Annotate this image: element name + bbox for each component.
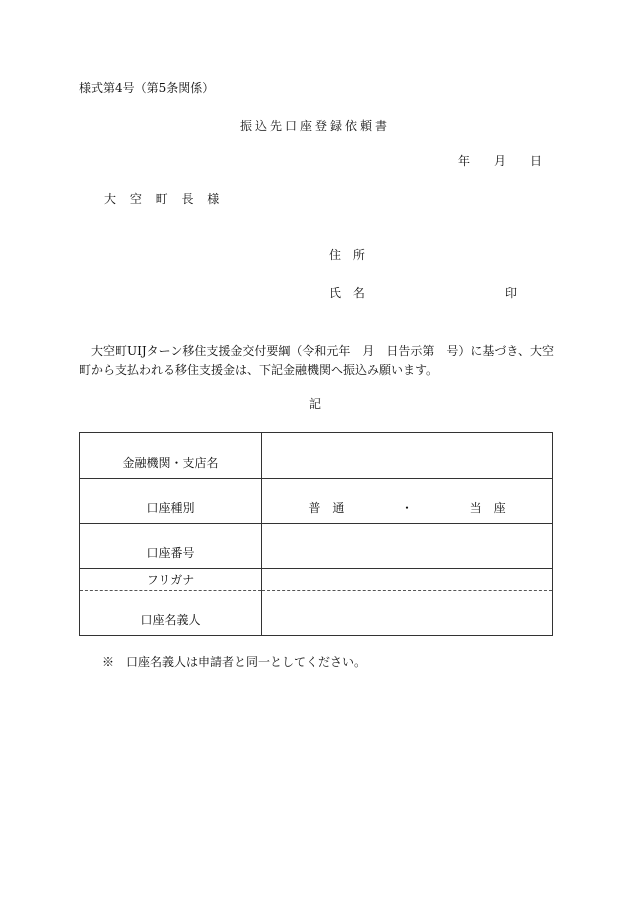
ki-label: 記 bbox=[308, 397, 321, 411]
account-type-separator: ・ bbox=[400, 501, 413, 515]
furigana-label: フリガナ bbox=[80, 569, 262, 591]
request-body-text: 大空町UIJターン移住支援金交付要綱（令和元年 月 日告示第 号）に基づき、大空町から支払われる移住支援金は、下記金融機関へ振込み願います。 bbox=[79, 344, 554, 377]
bank-branch-field[interactable] bbox=[262, 433, 553, 479]
addressee: 大 空 町 長 様 bbox=[104, 192, 225, 206]
account-type-ordinary[interactable]: 普 通 bbox=[308, 501, 345, 515]
account-type-current[interactable]: 当 座 bbox=[469, 501, 506, 515]
account-holder-label: 口座名義人 bbox=[80, 591, 262, 636]
seal-label: 印 bbox=[505, 286, 518, 300]
document-title: 振込先口座登録依頼書 bbox=[239, 119, 390, 133]
account-holder-field[interactable] bbox=[262, 591, 553, 636]
bank-branch-label: 金融機関・支店名 bbox=[80, 433, 262, 479]
address-label: 住 所 bbox=[329, 248, 369, 262]
date-day-label: 日 bbox=[530, 154, 543, 168]
form-number: 様式第4号（第5条関係） bbox=[79, 81, 215, 95]
account-number-field[interactable] bbox=[262, 524, 553, 569]
date-year-label: 年 bbox=[458, 154, 471, 168]
account-type-label: 口座種別 bbox=[80, 479, 262, 524]
name-label: 氏 名 bbox=[329, 286, 369, 300]
bank-account-table bbox=[79, 432, 553, 636]
date-month-label: 月 bbox=[494, 154, 507, 168]
note-text: ※ 口座名義人は申請者と同一としてください。 bbox=[102, 655, 367, 669]
account-type-field[interactable] bbox=[262, 479, 553, 524]
furigana-field[interactable] bbox=[262, 569, 553, 591]
account-number-label: 口座番号 bbox=[80, 524, 262, 569]
